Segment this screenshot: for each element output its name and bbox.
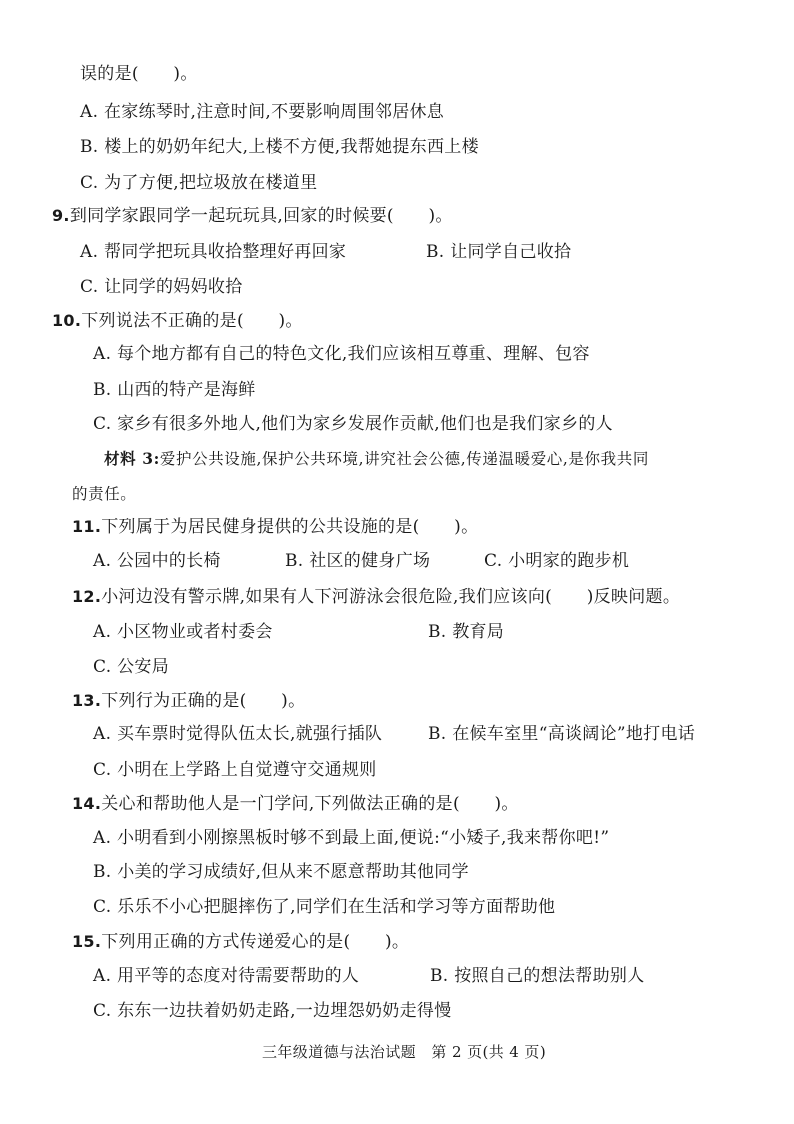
q12-stem (72, 585, 680, 609)
q13-option-c: C. 小明在上学路上自觉遵守交通规则 (93, 760, 377, 780)
q10-option-c: C. 家乡有很多外地人,他们为家乡发展作贡献,他们也是我们家乡的人 (93, 414, 613, 434)
q11-option-c: C. 小明家的跑步机 (484, 551, 630, 571)
q8-option-a: A. 在家练琴时,注意时间,不要影响周围邻居休息 (80, 102, 445, 122)
q10-option-a: A. 每个地方都有自己的特色文化,我们应该相互尊重、理解、包容 (93, 344, 590, 364)
q13-number: 13. (72, 691, 102, 710)
q8-option-b: B. 楼上的奶奶年纪大,上楼不方便,我帮她提东西上楼 (80, 137, 479, 157)
q12-stem-text: 小河边没有警示牌,如果有人下河游泳会很危险,我们应该向( )反映问题。 (101, 587, 681, 607)
q14-option-b: B. 小美的学习成绩好,但从来不愿意帮助其他同学 (93, 862, 469, 882)
material3-text: 爱护公共设施,保护公共环境,讲究社会公德,传递温暖爱心,是你我共同 (159, 450, 649, 468)
q13-option-a: A. 买车票时觉得队伍太长,就强行插队 (93, 724, 383, 744)
q12-option-a: A. 小区物业或者村委会 (93, 622, 273, 642)
q15-option-b: B. 按照自己的想法帮助别人 (430, 966, 645, 986)
q10-stem (52, 309, 303, 333)
q9-stem-text: 到同学家跟同学一起玩玩具,回家的时候要( )。 (69, 206, 453, 226)
q9-option-a: A. 帮同学把玩具收拾整理好再回家 (80, 242, 347, 262)
q11-stem (72, 515, 478, 539)
q15-number: 15. (72, 932, 102, 951)
q15-option-c: C. 东东一边扶着奶奶走路,一边埋怨奶奶走得慢 (93, 1001, 452, 1021)
q11-number: 11. (72, 517, 102, 536)
material3-line1 (104, 447, 649, 471)
q10-number: 10. (52, 311, 82, 330)
q12-option-c: C. 公安局 (93, 657, 170, 677)
q14-stem-text: 关心和帮助他人是一门学问,下列做法正确的是( )。 (101, 794, 519, 814)
q15-stem-text: 下列用正确的方式传递爱心的是( )。 (101, 932, 410, 952)
q13-stem (72, 689, 305, 713)
material3-line2: 的责任。 (72, 485, 137, 503)
q11-stem-text: 下列属于为居民健身提供的公共设施的是( )。 (101, 517, 479, 537)
q14-number: 14. (72, 794, 102, 813)
q11-option-b: B. 社区的健身广场 (285, 551, 431, 571)
q8-option-c: C. 为了方便,把垃圾放在楼道里 (80, 173, 318, 193)
q14-option-c: C. 乐乐不小心把腿摔伤了,同学们在生活和学习等方面帮助他 (93, 897, 556, 917)
q14-stem (72, 792, 519, 816)
q13-stem-text: 下列行为正确的是( )。 (101, 691, 306, 711)
q12-number: 12. (72, 587, 102, 606)
q10-option-b: B. 山西的特产是海鲜 (93, 380, 256, 400)
q15-option-a: A. 用平等的态度对待需要帮助的人 (93, 966, 360, 986)
q13-option-b: B. 在候车室里“高谈阔论”地打电话 (428, 724, 696, 744)
q14-option-a: A. 小明看到小刚擦黑板时够不到最上面,便说:“小矮子,我来帮你吧!” (93, 828, 610, 848)
page-footer: 三年级道德与法治试题 第 2 页(共 4 页) (262, 1043, 547, 1061)
q12-option-b: B. 教育局 (428, 622, 505, 642)
q9-number: 9. (52, 206, 70, 225)
q15-stem (72, 930, 409, 954)
q9-stem (52, 204, 453, 228)
material3-label: 材料 3: (104, 449, 160, 468)
q10-stem-text: 下列说法不正确的是( )。 (81, 311, 303, 331)
q11-option-a: A. 公园中的长椅 (93, 551, 221, 571)
q9-option-c: C. 让同学的妈妈收拾 (80, 277, 243, 297)
q8-stem-tail: 误的是( )。 (80, 64, 198, 84)
q9-option-b: B. 让同学自己收拾 (426, 242, 572, 262)
